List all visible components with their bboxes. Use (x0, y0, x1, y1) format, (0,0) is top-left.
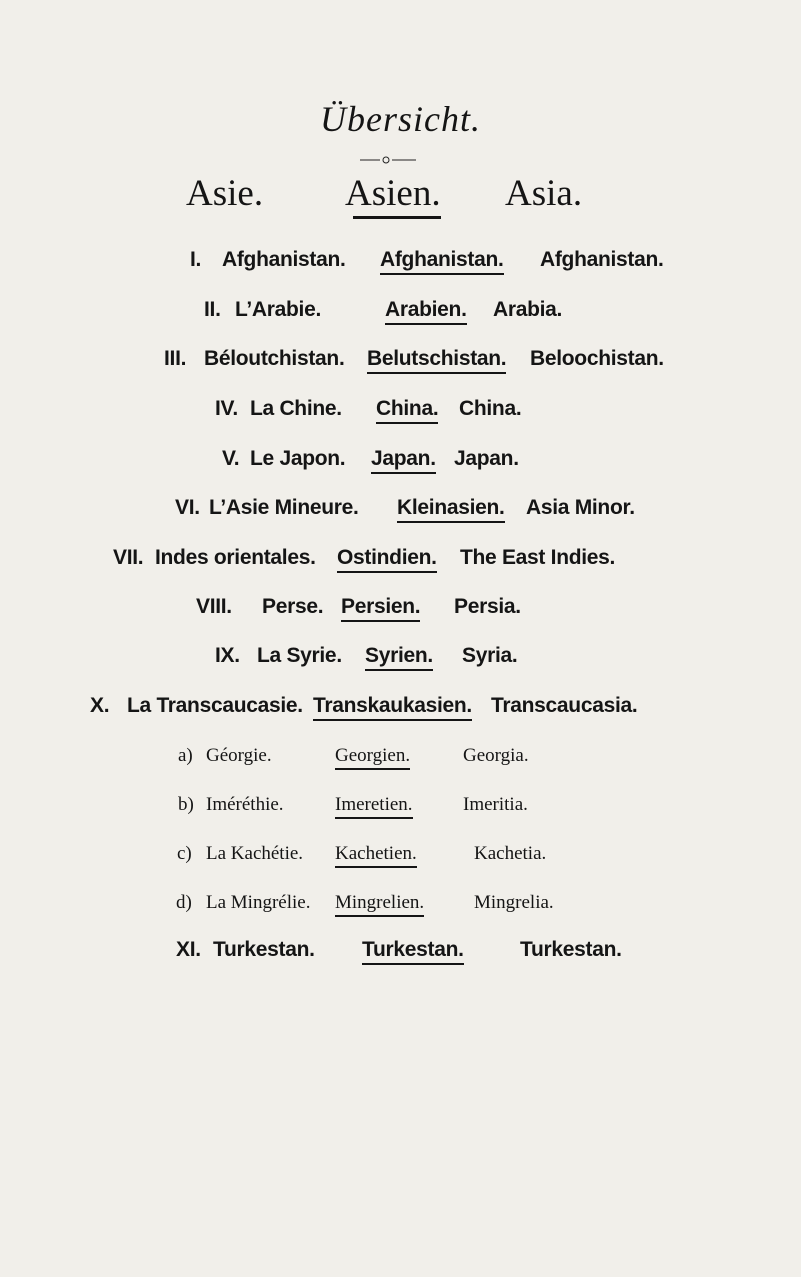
row-german: Turkestan. (362, 938, 464, 965)
sub-english: Kachetia. (474, 843, 547, 864)
sub-french: La Mingrélie. (206, 892, 311, 913)
row-english: Arabia. (493, 298, 563, 321)
heading-german: Asien. (345, 173, 441, 214)
row-number: VII. (113, 546, 144, 569)
country-row (0, 397, 801, 431)
country-row (0, 496, 801, 530)
row-french: La Chine. (250, 397, 342, 420)
row-english: Japan. (454, 447, 519, 470)
row-french: La Syrie. (257, 644, 342, 667)
row-german: Kleinasien. (397, 496, 505, 523)
row-german: Afghanistan. (380, 248, 504, 275)
row-number: X. (90, 694, 110, 717)
sub-french: Iméréthie. (206, 794, 284, 815)
sub-english: Mingrelia. (474, 892, 554, 913)
row-german: Belutschistan. (367, 347, 506, 374)
row-french: Perse. (262, 595, 324, 618)
sub-letter: b) (178, 794, 194, 815)
row-number: XI. (176, 938, 201, 961)
country-row (0, 248, 801, 282)
row-number: V. (222, 447, 240, 470)
row-number: IX. (215, 644, 240, 667)
sub-german: Imeretien. (335, 794, 413, 819)
row-number: II. (204, 298, 221, 321)
sub-letter: d) (176, 892, 192, 913)
row-number: VI. (175, 496, 200, 519)
heading-french: Asie. (186, 173, 264, 214)
row-german: Syrien. (365, 644, 433, 671)
row-french: Turkestan. (213, 938, 315, 961)
row-english: The East Indies. (460, 546, 616, 569)
sub-german: Mingrelien. (335, 892, 424, 917)
row-french: Afghanistan. (222, 248, 346, 271)
country-row (0, 298, 801, 332)
row-number: I. (190, 248, 202, 271)
country-row (0, 938, 801, 972)
row-german: Persien. (341, 595, 420, 622)
row-english: Syria. (462, 644, 518, 667)
row-german: Ostindien. (337, 546, 437, 573)
row-number: IV. (215, 397, 238, 420)
country-row (0, 447, 801, 481)
row-french: Indes orientales. (155, 546, 316, 569)
sub-french: La Kachétie. (206, 843, 304, 864)
row-french: L’Arabie. (235, 298, 321, 321)
row-english: China. (459, 397, 522, 420)
row-french: Le Japon. (250, 447, 346, 470)
row-number: VIII. (196, 595, 232, 618)
sub-row (0, 794, 801, 824)
row-english: Turkestan. (520, 938, 622, 961)
sub-german: Georgien. (335, 745, 410, 770)
row-french: L’Asie Mineure. (209, 496, 359, 519)
section-heading-asia (0, 172, 801, 222)
row-english: Transcaucasia. (491, 694, 638, 717)
title-ornament (360, 155, 416, 165)
page-title: Übersicht. (320, 99, 481, 139)
sub-row (0, 745, 801, 775)
row-french: Béloutchistan. (204, 347, 345, 370)
country-row (0, 546, 801, 580)
heading-english: Asia. (505, 173, 583, 214)
row-english: Persia. (454, 595, 521, 618)
sub-english: Imeritia. (463, 794, 528, 815)
row-german: Japan. (371, 447, 436, 474)
country-row (0, 595, 801, 629)
row-german: Transkaukasien. (313, 694, 472, 721)
sub-french: Géorgie. (206, 745, 272, 766)
sub-letter: c) (177, 843, 192, 864)
row-number: III. (164, 347, 187, 370)
sub-letter: a) (178, 745, 193, 766)
sub-english: Georgia. (463, 745, 529, 766)
country-row (0, 644, 801, 678)
row-english: Afghanistan. (540, 248, 664, 271)
sub-row (0, 843, 801, 873)
row-french: La Transcaucasie. (127, 694, 303, 717)
country-row (0, 347, 801, 381)
sub-german: Kachetien. (335, 843, 417, 868)
sub-row (0, 892, 801, 922)
country-row (0, 694, 801, 728)
row-english: Asia Minor. (526, 496, 635, 519)
row-german: China. (376, 397, 438, 424)
row-english: Beloochistan. (530, 347, 664, 370)
row-german: Arabien. (385, 298, 467, 325)
